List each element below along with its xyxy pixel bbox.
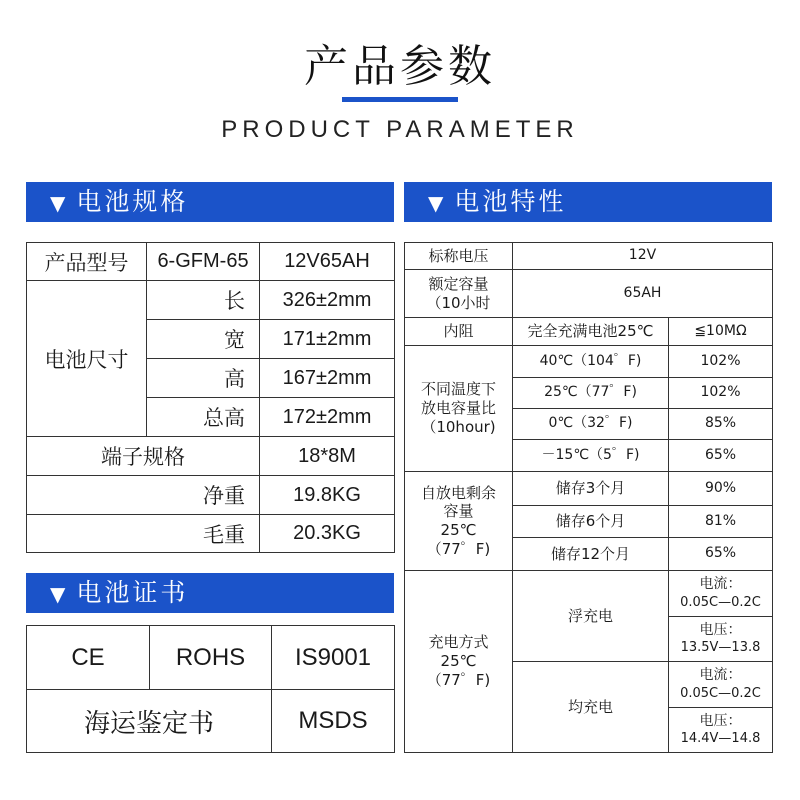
total-height-value: 172±2mm [260, 398, 395, 437]
charge-method-label: 充电方式 25℃ （77゜F) [405, 571, 513, 753]
self-value: 90% [669, 472, 773, 506]
table-row [27, 626, 395, 690]
page-subtitle: PRODUCT PARAMETER [221, 116, 579, 143]
spec-table [26, 242, 395, 553]
float-voltage: 电压： 13.5V—13.8 [669, 617, 773, 662]
net-weight-label: 净重 [27, 476, 260, 515]
table-row [405, 472, 773, 506]
table-row [405, 346, 773, 378]
gross-weight-value: 20.3KG [260, 515, 395, 553]
temp-condition: 25℃（77゜F) [513, 378, 669, 409]
table-row [405, 270, 773, 318]
resistance-value: ≦10MΩ [669, 318, 773, 346]
gross-weight-label: 毛重 [27, 515, 260, 553]
temp-value: 102% [669, 346, 773, 378]
total-height-label: 总高 [147, 398, 260, 437]
terminal-label: 端子规格 [27, 437, 260, 476]
height-label: 高 [147, 359, 260, 398]
model-label: 产品型号 [27, 243, 147, 281]
table-row [405, 571, 773, 617]
table-row [405, 318, 773, 346]
characteristics-table [404, 242, 773, 753]
triangle-down-icon: ▼ [50, 582, 69, 606]
temp-value: 85% [669, 409, 773, 440]
self-value: 65% [669, 538, 773, 571]
certificates-table [26, 625, 395, 753]
length-value: 326±2mm [260, 281, 395, 320]
section-header-spec: ▼ 电池规格 [26, 182, 394, 222]
rated-capacity-label: 额定容量 （10小时 [405, 270, 513, 318]
model-rating: 12V65AH [260, 243, 395, 281]
self-condition: 储存12个月 [513, 538, 669, 571]
resistance-condition: 完全充满电池25℃ [513, 318, 669, 346]
self-discharge-label: 自放电剩余 容量 25℃ （77゜F) [405, 472, 513, 571]
table-row [27, 281, 395, 320]
width-label: 宽 [147, 320, 260, 359]
length-label: 长 [147, 281, 260, 320]
temp-value: 102% [669, 378, 773, 409]
nominal-voltage-label: 标称电压 [405, 243, 513, 270]
title-underline [342, 97, 458, 102]
triangle-down-icon: ▼ [50, 191, 69, 215]
self-condition: 储存3个月 [513, 472, 669, 506]
section-header-characteristics: ▼ 电池特性 [404, 182, 772, 222]
temp-condition: 0℃（32゜F) [513, 409, 669, 440]
rated-capacity-value: 65AH [513, 270, 773, 318]
temp-value: 65% [669, 440, 773, 472]
temp-capacity-label: 不同温度下 放电容量比 （10hour) [405, 346, 513, 472]
equal-charge-label: 均充电 [513, 662, 669, 753]
cert-rohs: ROHS [150, 626, 272, 690]
table-row [27, 476, 395, 515]
float-current: 电流： 0.05C—0.2C [669, 571, 773, 617]
triangle-down-icon: ▼ [428, 191, 447, 215]
resistance-label: 内阻 [405, 318, 513, 346]
float-charge-label: 浮充电 [513, 571, 669, 662]
temp-condition: －15℃（5゜F) [513, 440, 669, 472]
table-row [27, 515, 395, 553]
cert-msds: MSDS [272, 690, 395, 753]
net-weight-value: 19.8KG [260, 476, 395, 515]
table-row [27, 437, 395, 476]
table-row [27, 690, 395, 753]
cert-ce: CE [27, 626, 150, 690]
table-row [27, 243, 395, 281]
cert-marine: 海运鉴定书 [27, 690, 272, 753]
height-value: 167±2mm [260, 359, 395, 398]
dimension-label: 电池尺寸 [27, 281, 147, 437]
model-value: 6-GFM-65 [147, 243, 260, 281]
section-header-certificates: ▼ 电池证书 [26, 573, 394, 613]
nominal-voltage-value: 12V [513, 243, 773, 270]
cert-iso: IS9001 [272, 626, 395, 690]
equal-current: 电流： 0.05C—0.2C [669, 662, 773, 708]
terminal-value: 18*8M [260, 437, 395, 476]
table-row [405, 243, 773, 270]
temp-condition: 40℃（104゜F) [513, 346, 669, 378]
self-condition: 储存6个月 [513, 506, 669, 538]
equal-voltage: 电压： 14.4V—14.8 [669, 708, 773, 753]
page-title: 产品参数 [304, 41, 496, 92]
width-value: 171±2mm [260, 320, 395, 359]
self-value: 81% [669, 506, 773, 538]
